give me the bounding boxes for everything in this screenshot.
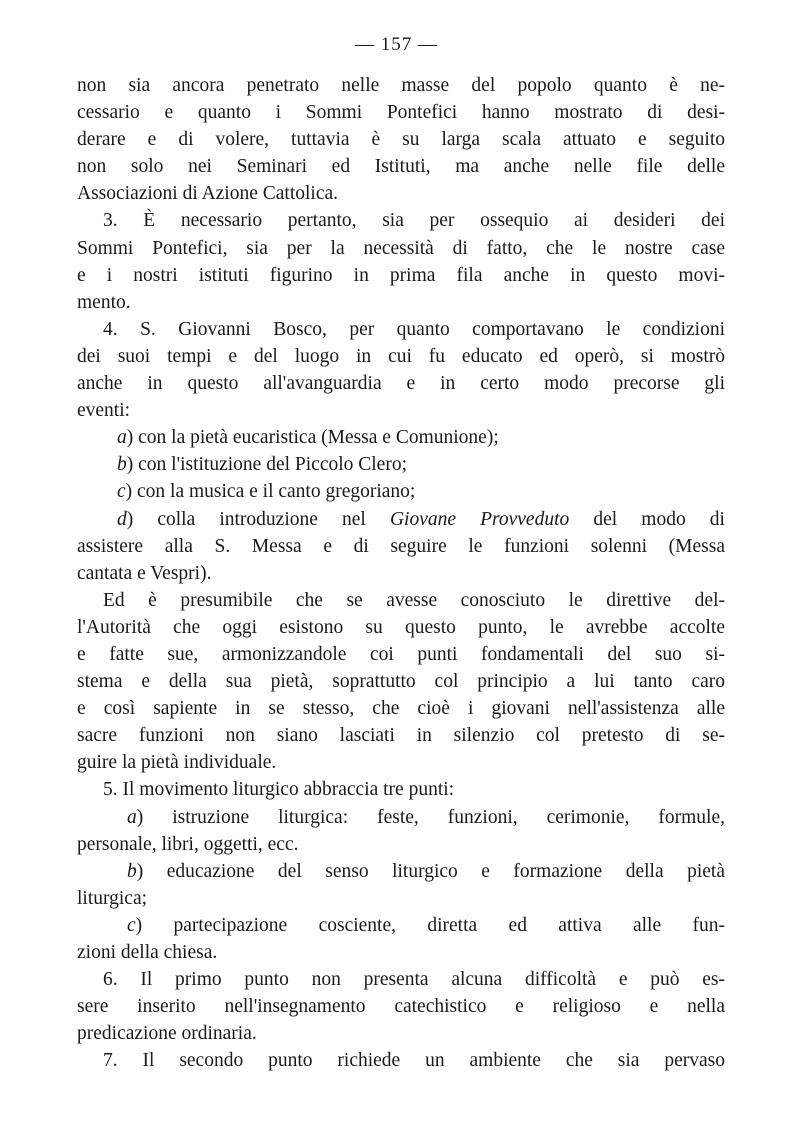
text-line: l'Autorità che oggi esistono su questo punto, le avrebbe accolte: [77, 616, 725, 638]
text-line: non solo nei Seminari ed Istituti, ma anche nelle file delle: [77, 156, 725, 178]
text-line: zioni della chiesa.: [77, 942, 218, 963]
text-line: sere inserito nell'insegnamento catechistico e religioso e nella: [77, 996, 725, 1018]
text-line: predicazione ordinaria.: [77, 1023, 257, 1045]
text-line: stema e della sua pietà, soprattutto col principio a lui tanto caro: [77, 671, 725, 693]
text-line: 5. Il movimento liturgico abbraccia tre punti:: [103, 779, 455, 801]
text-line: a) con la pietà eucaristica (Messa e Comunione);: [117, 427, 499, 449]
text-line: dei suoi tempi e del luogo in cui fu educato ed operò, si mostrò: [77, 345, 725, 367]
text-line: b) con l'istituzione del Piccolo Clero;: [117, 454, 408, 476]
text-line: e fatte sue, armonizzandole coi punti fondamentali del suo si-: [77, 643, 725, 665]
text-line: non sia ancora penetrato nelle masse del popolo quanto è ne-: [77, 75, 725, 96]
text-line: c) con la musica e il canto gregoriano;: [117, 481, 416, 503]
text-line: cessario e quanto i Sommi Pontefici hanno mostrato di desi-: [77, 102, 725, 124]
text-line: sacre funzioni non siano lasciati in silenzio col pretesto di se-: [77, 725, 725, 747]
text-line: d) colla introduzione nel Giovane Provveduto del modo di: [117, 508, 725, 530]
text-line: 3. È necessario pertanto, sia per ossequio ai desideri dei: [103, 210, 725, 232]
text-line: derare e di volere, tuttavia è su larga scala attuato e seguito: [77, 129, 725, 151]
text-line: 6. Il primo punto non presenta alcuna difficoltà e può es-: [103, 969, 725, 991]
text-line: personale, libri, oggetti, ecc.: [77, 833, 299, 855]
text-line: guire la pietà individuale.: [77, 752, 277, 774]
body-text: [77, 72, 725, 1074]
text-line: anche in questo all'avanguardia e in certo modo precorse gli: [77, 373, 725, 395]
text-line: cantata e Vespri).: [77, 562, 212, 584]
text-line: Ed è presumibile che se avesse conosciuto le direttive del-: [103, 589, 725, 611]
text-line: Associazioni di Azione Cattolica.: [77, 183, 339, 205]
text-line: liturgica;: [77, 887, 148, 909]
text-line: c) partecipazione cosciente, diretta ed attiva alle fun-: [127, 914, 725, 936]
text-line: eventi:: [77, 400, 131, 422]
book-title: Giovane Provveduto: [389, 508, 570, 530]
text-line: mento.: [77, 291, 131, 313]
text-line: e così sapiente in se stesso, che cioè i giovani nell'assistenza alle: [77, 698, 725, 720]
text-line: assistere alla S. Messa e di seguire le funzioni solenni (Messa: [77, 535, 725, 557]
text-line: a) istruzione liturgica: feste, funzioni, cerimonie, formule,: [127, 806, 725, 828]
text-line: 7. Il secondo punto richiede un ambiente che sia pervaso: [103, 1050, 725, 1072]
text-line: b) educazione del senso liturgico e formazione della pietà: [127, 860, 725, 882]
text-line: e i nostri istituti figurino in prima fila anche in questo movi-: [77, 264, 725, 286]
page-number: — 157 —: [355, 34, 438, 55]
text-line: Sommi Pontefici, sia per la necessità di fatto, che le nostre case: [77, 237, 725, 259]
text-line: 4. S. Giovanni Bosco, per quanto comportavano le condizioni: [103, 318, 725, 340]
